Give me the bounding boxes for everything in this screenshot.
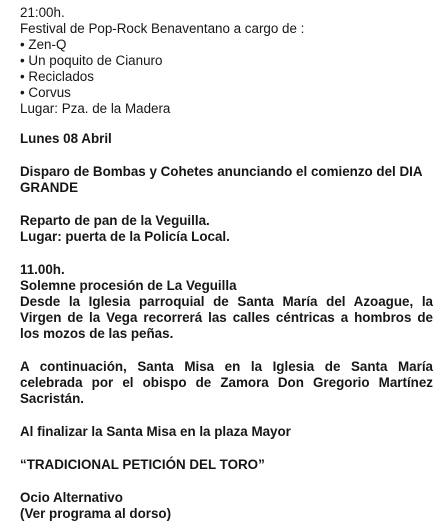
time-2100: 21:00h. <box>20 5 65 20</box>
disparo-line-2: GRANDE <box>20 180 79 195</box>
place-policia: Lugar: puerta de la Policía Local. <box>20 229 230 244</box>
band-item: • Zen-Q <box>20 37 433 53</box>
procesion-description: Desde la Iglesia parroquial de Santa María del Azoague, la Virgen de la Vega recorrerá las calles céntricas a hombros de los mozos de las peñas. <box>20 294 433 341</box>
band-item: • Reciclados <box>20 69 433 85</box>
toro-heading: “TRADICIONAL PETICIÓN DEL TORO” <box>20 457 265 472</box>
place-madera: Lugar: Pza. de la Madera <box>20 101 171 116</box>
festival-heading: Festival de Pop-Rock Benaventano a cargo de : <box>20 21 305 36</box>
ocio-heading: Ocio Alternativo <box>20 490 123 505</box>
band-item: • Corvus <box>20 85 433 101</box>
programa-note: (Ver programa al dorso) <box>20 506 172 521</box>
date-heading: Lunes 08 Abril <box>20 131 112 146</box>
finalizar-line: Al finalizar la Santa Misa en la plaza Mayor <box>20 424 291 439</box>
reparto-heading: Reparto de pan de la Veguilla. <box>20 213 210 228</box>
procesion-heading: Solemne procesión de La Veguilla <box>20 278 237 293</box>
disparo-line-1: Disparo de Bombas y Cohetes anunciando el comienzo del DIA <box>20 164 423 179</box>
band-item: • Un poquito de Cianuro <box>20 53 433 69</box>
misa-description: A continuación, Santa Misa en la Iglesia de Santa María celebrada por el obispo de Zamora Don Gregorio Martínez Sacristán. <box>20 359 433 406</box>
time-1100: 11.00h. <box>20 262 65 277</box>
